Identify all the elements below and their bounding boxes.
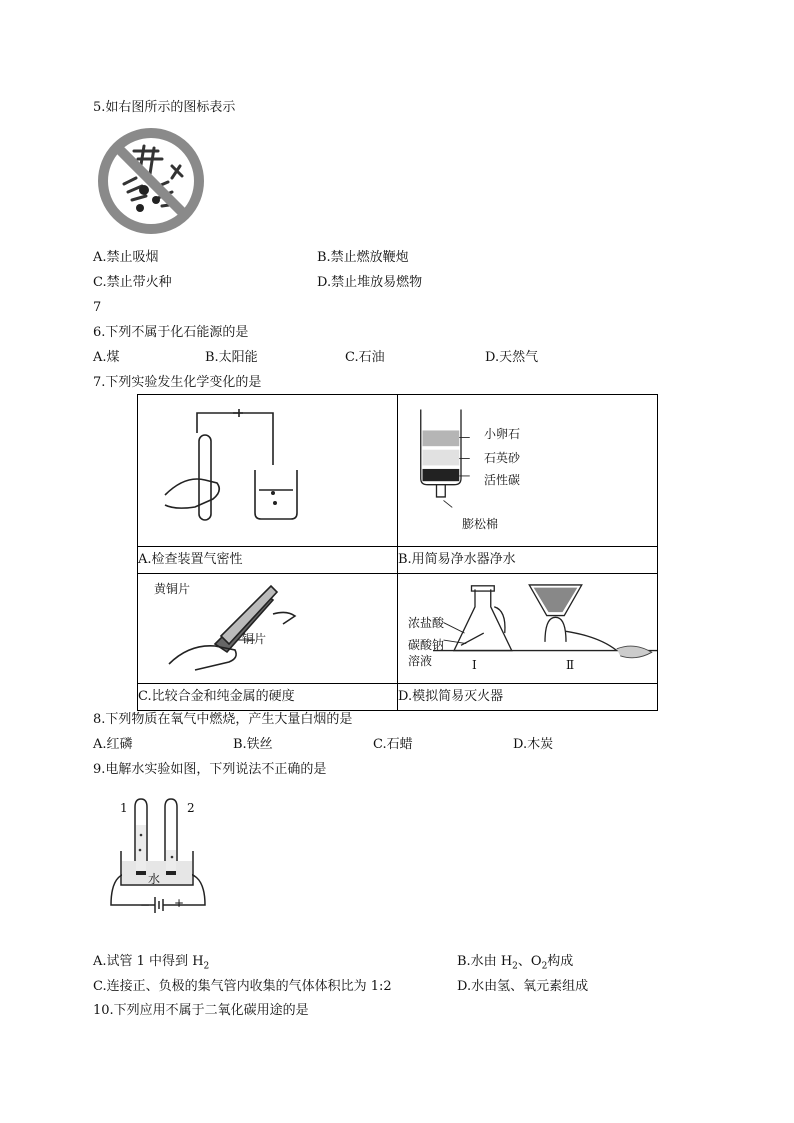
stray-text: 7 — [93, 300, 102, 315]
caption-a: A.检查装置气密性 — [138, 547, 398, 574]
label-pebbles: 小卵石 — [484, 427, 521, 441]
q8-option-d: D.木炭 — [513, 737, 554, 752]
label-brass: 黄铜片 — [154, 582, 191, 596]
q7-stem: 7.下列实验发生化学变化的是 — [93, 375, 262, 390]
q8-option-c: C.石蜡 — [373, 737, 413, 752]
q9-option-a: A.试管 1 中得到 $H_2$ — [93, 954, 210, 972]
label-solution: 溶液 — [408, 654, 433, 668]
cell-d-figure — [398, 574, 658, 684]
q8-stem: 8.下列物质在氧气中燃烧，产生大量白烟的是 — [93, 712, 353, 727]
q6-option-a: A.煤 — [93, 350, 120, 365]
positive-label: + — [174, 896, 185, 910]
q10-stem: 10.下列应用不属于二氧化碳用途的是 — [93, 1003, 309, 1018]
q8-option-b: B.铁丝 — [233, 737, 273, 752]
label-quartz-sand: 石英砂 — [484, 451, 521, 465]
label-cotton: 膨松棉 — [462, 517, 499, 531]
tube-1-label: 1 — [120, 801, 128, 815]
label-activated-carbon: 活性碳 — [484, 473, 521, 487]
q7-experiment-table — [137, 394, 658, 711]
q9-option-b: B.水由 $H_2$、$O_2$构成 — [457, 954, 574, 972]
q9-option-d: D.水由氢、氧元素组成 — [457, 979, 589, 994]
negative-label: − — [140, 898, 151, 912]
q9-option-c: C.连接正、负极的集气管内收集的气体体积比为 1:2 — [93, 979, 392, 994]
no-fireworks-sign-icon — [96, 126, 208, 236]
caption-d: D.模拟简易灭火器 — [398, 684, 658, 711]
q6-option-b: B.太阳能 — [205, 350, 258, 365]
q5-option-a: A.禁止吸烟 — [93, 250, 159, 265]
caption-c: C.比较合金和纯金属的硬度 — [138, 684, 398, 711]
label-device-1: Ⅰ — [472, 658, 477, 672]
tube-2-label: 2 — [187, 801, 195, 815]
q6-option-c: C.石油 — [345, 350, 385, 365]
caption-b: B.用简易净水器净水 — [398, 547, 658, 574]
q5-stem: 5.如右图所示的图标表示 — [93, 100, 236, 115]
q5-option-c: C.禁止带火种 — [93, 275, 172, 290]
q9-stem: 9.电解水实验如图，下列说法不正确的是 — [93, 762, 327, 777]
label-device-2: Ⅱ — [566, 658, 575, 672]
q6-stem: 6.下列不属于化石能源的是 — [93, 325, 249, 340]
q8-option-a: A.红磷 — [93, 737, 133, 752]
label-sodium-carbonate: 碳酸钠 — [408, 638, 445, 652]
cell-b-figure — [398, 395, 658, 547]
q5-option-d: D.禁止堆放易燃物 — [317, 275, 423, 290]
cell-a-figure — [138, 395, 398, 547]
q5-option-b: B.禁止燃放鞭炮 — [317, 250, 409, 265]
water-purifier-figure — [398, 395, 657, 542]
cell-c-figure — [138, 574, 398, 684]
label-copper: 铜片 — [242, 632, 267, 646]
q6-option-d: D.天然气 — [485, 350, 539, 365]
water-label: 水 — [148, 872, 161, 886]
label-conc-hcl: 浓盐酸 — [408, 616, 445, 630]
airtightness-test-figure — [138, 395, 397, 542]
